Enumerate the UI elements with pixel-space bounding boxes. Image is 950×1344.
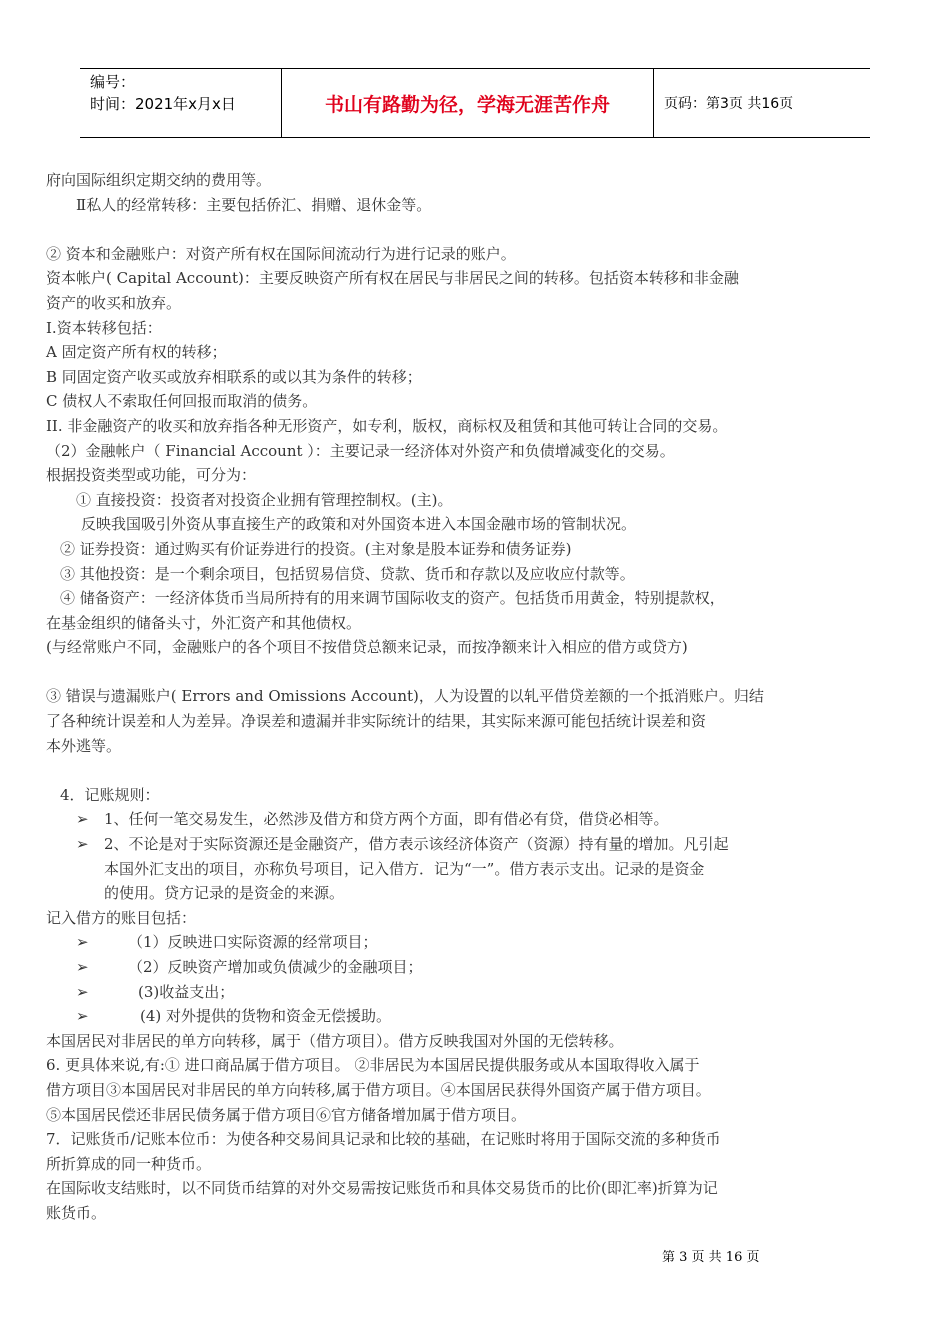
blank-line bbox=[46, 758, 908, 783]
body-line: 在国际收支结账时，以不同货币结算的对外交易需按记账货币和具体交易货币的比价(即汇率)折算为记 bbox=[46, 1179, 718, 1198]
body-line: II. 非金融资产的收买和放弃指各种无形资产，如专利，版权，商标权及租赁和其他可转让合同的交易。 bbox=[46, 416, 728, 435]
body-line: 府向国际组织定期交纳的费用等。 bbox=[46, 171, 272, 189]
page-footer: 第 3 页 共 16 页 bbox=[662, 1250, 760, 1265]
body-line: 记入借方的账目包括： bbox=[46, 908, 197, 927]
body-line: 账货币。 bbox=[46, 1203, 107, 1222]
body-line: 7．记账货币/记账本位币：为使各种交易间具记录和比较的基础，在记账时将用于国际交流的多种货币 bbox=[46, 1130, 721, 1149]
arrow-bullet-icon: ➢ bbox=[76, 835, 89, 854]
document-body bbox=[46, 168, 908, 1226]
body-line: 本外逃等。 bbox=[46, 736, 122, 755]
header-motto: 书山有路勤为径，学海无涯苦作舟 bbox=[282, 69, 654, 137]
list-item-text: 2、不论是对于实际资源还是金融资产，借方表示该经济体资产（资源）持有量的增加。凡引起 bbox=[104, 835, 729, 854]
list-item-text: （2）反映资产增加或负债减少的金融项目； bbox=[128, 958, 423, 976]
body-line: ③ 其他投资：是一个剩余项目，包括贸易信贷、贷款、货币和存款以及应收应付款等。 bbox=[60, 564, 635, 583]
arrow-bullet-icon: ➢ bbox=[76, 982, 89, 1001]
arrow-bullet-icon: ➢ bbox=[76, 933, 89, 952]
header-page-indicator: 页码：第3页 共16页 bbox=[664, 96, 794, 112]
list-item bbox=[46, 930, 908, 955]
body-line: 资产的收买和放弃。 bbox=[46, 293, 182, 312]
body-line: B 同固定资产收买或放弃相联系的或以其为条件的转移； bbox=[46, 367, 422, 386]
blank-line bbox=[46, 660, 908, 685]
document-date-label: 时间：2021年x月x日 bbox=[90, 95, 236, 113]
section-heading: 4．记账规则： bbox=[60, 785, 160, 804]
body-line: 资本帐户( Capital Account)：主要反映资产所有权在居民与非居民之间的转移。包括资本转移和非金融 bbox=[46, 269, 739, 288]
arrow-bullet-icon: ➢ bbox=[76, 958, 89, 976]
body-line: 本国外汇支出的项目，亦称负号项目，记入借方．记为“一”。借方表示支出。记录的是资金 bbox=[104, 859, 705, 878]
body-line: 本国居民对非居民的单方向转移，属于（借方项目）。借方反映我国对外国的无偿转移。 bbox=[46, 1031, 624, 1050]
body-line: A 固定资产所有权的转移； bbox=[46, 343, 227, 362]
body-line: ④ 储备资产：一经济体货币当局所持有的用来调节国际收支的资产。包括货币用黄金，特别提款权， bbox=[60, 589, 725, 608]
body-line: 所折算成的同一种货币。 bbox=[46, 1154, 212, 1173]
document-number-label: 编号： bbox=[90, 73, 136, 91]
list-item-text: (4) 对外提供的货物和资金无偿援助。 bbox=[140, 1007, 392, 1026]
section-heading: ③ 错误与遗漏账户( Errors and Omissions Account)，人为设置的以轧平借贷差额的一个抵消账户。归结 bbox=[46, 687, 764, 706]
list-item bbox=[46, 955, 908, 980]
body-line: C 债权人不索取任何回报而取消的债务。 bbox=[46, 392, 318, 411]
arrow-bullet-icon: ➢ bbox=[76, 1007, 89, 1026]
body-line: ① 直接投资：投资者对投资企业拥有管理控制权。(主)。 bbox=[76, 490, 453, 509]
section-heading: ② 资本和金融账户：对资产所有权在国际间流动行为进行记录的账户。 bbox=[46, 244, 516, 263]
body-line: ⑤本国居民偿还非居民债务属于借方项目⑥官方储备增加属于借方项目。 bbox=[46, 1105, 527, 1124]
list-item bbox=[46, 832, 908, 857]
body-line: (与经常账户不同，金融账户的各个项目不按借贷总额来记录，而按净额来计入相应的借方或贷方) bbox=[46, 638, 688, 657]
blank-line bbox=[46, 217, 908, 242]
body-line: 反映我国吸引外资从事直接生产的政策和对外国资本进入本国金融市场的管制状况。 bbox=[81, 515, 637, 534]
body-line: 了各种统计误差和人为差异。净误差和遗漏并非实际统计的结果，其实际来源可能包括统计误差和资 bbox=[46, 712, 707, 731]
body-line: I.资本转移包括： bbox=[46, 318, 162, 337]
body-line: 根据投资类型或功能，可分为： bbox=[46, 466, 257, 485]
body-line: 借方项目③本国居民对非居民的单方向转移,属于借方项目。④本国居民获得外国资产属于借方项目。 bbox=[46, 1080, 711, 1099]
list-item bbox=[46, 807, 908, 832]
list-item-text: (3)收益支出； bbox=[138, 982, 235, 1001]
header-meta bbox=[80, 69, 282, 137]
body-line: 6. 更具体来说,有:① 进口商品属于借方项目。 ②非居民为本国居民提供服务或从本国取得收入属于 bbox=[46, 1056, 700, 1075]
list-item bbox=[46, 1004, 908, 1029]
list-item bbox=[46, 980, 908, 1005]
list-item-text: （1）反映进口实际资源的经常项目； bbox=[128, 933, 378, 952]
arrow-bullet-icon: ➢ bbox=[76, 810, 89, 829]
body-line: ② 证券投资：通过购买有价证券进行的投资。(主对象是股本证券和债务证券) bbox=[60, 539, 572, 558]
page-header bbox=[80, 68, 870, 138]
body-line: 的使用。贷方记录的是资金的来源。 bbox=[104, 884, 345, 903]
body-line: Ⅱ私人的经常转移：主要包括侨汇、捐赠、退休金等。 bbox=[76, 195, 432, 214]
body-line: 在基金组织的储备头寸，外汇资产和其他债权。 bbox=[46, 613, 362, 632]
body-line: （2）金融帐户（ Financial Account ）：主要记录一经济体对外资产和负债增减变化的交易。 bbox=[46, 441, 675, 460]
list-item-text: 1、任何一笔交易发生，必然涉及借方和贷方两个方面，即有借必有贷，借贷必相等。 bbox=[104, 810, 669, 829]
